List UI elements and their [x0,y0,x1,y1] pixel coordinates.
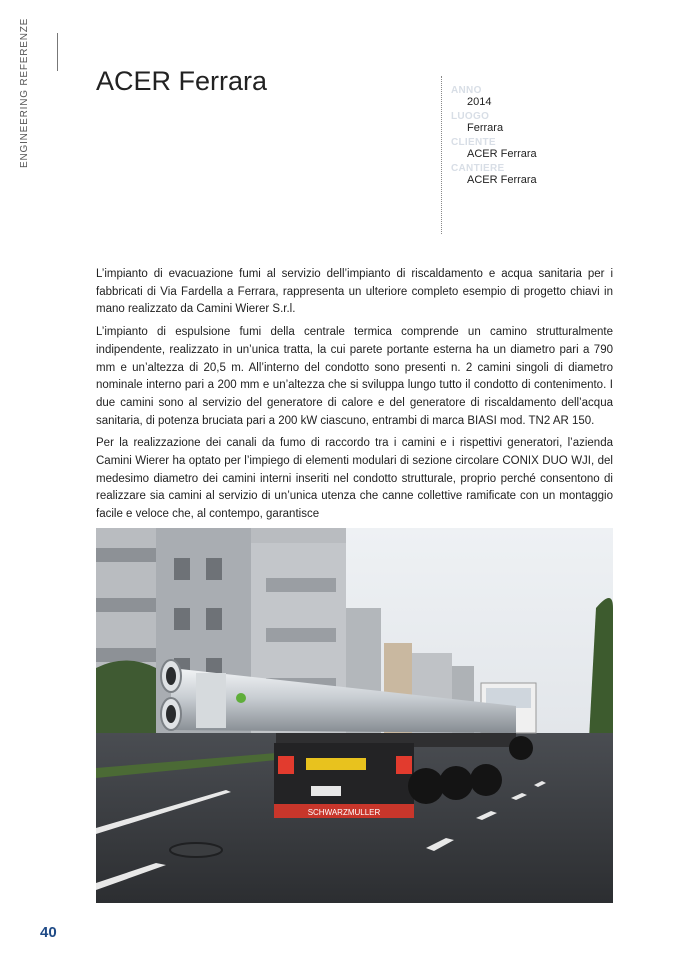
truck-marking: SCHWARZMULLER [307,808,381,817]
paragraph: Per la realizzazione dei canali da fumo di raccordo tra i camini e i rispettivi generatori, l’azienda Camini Wierer ha optato per l’impiego di elementi modulari di sezione circolare CONIX DUO WJI, del medesimo diametro dei camini interni inseriti nel condotto strutturale, proprio perché consentono di realizzare sia camini al servizio di un’unica utenza che canne collettive ramificate con un montaggio facile e veloce che, al contempo, garantisce [96,437,613,521]
page-number: 40 [40,924,57,941]
section-label: ENGINEERING REFERENZE [19,17,30,168]
page-title: ACER Ferrara [96,66,268,96]
meta-label-cliente: CLIENTE [451,137,496,148]
paragraph: L’impianto di evacuazione fumi al servizio dell’impianto di riscaldamento e acqua sanitaria per i fabbricati di Via Fardella a Ferrara, rappresenta un ulteriore completo esempio di progetto chiavi in mano realizzato da Camini Wierer S.r.l. [96,268,613,316]
meta-value-cantiere: ACER Ferrara [467,174,537,186]
meta-label-luogo: LUOGO [451,111,490,122]
meta-value-luogo: Ferrara [467,122,504,134]
section-divider [57,33,58,71]
project-meta [451,85,651,189]
paragraph: L’impianto di espulsione fumi della centrale termica comprende un camino strutturalmente indipendente, realizzato in un’unica tratta, la cui parete portante esterna ha un diametro pari a 790 mm e un’altezza di 20,5 m. All’interno del condotto sono presenti n. 2 camini singoli di diametro nominale interno pari a 200 mm e un’altezza che si sviluppa lungo tutto il condotto di contenimento. I due camini sono al servizio del generatore di calore e del generatore di riscaldamento dell’acqua sanitaria, di potenza bruciata pari a 200 kW ciascuno, entrambi di marca BIASI mod. TN2 AR 150. [96,326,613,427]
meta-value-anno: 2014 [467,96,492,108]
article-body [96,266,613,529]
manhole [170,843,222,857]
meta-value-cliente: ACER Ferrara [467,148,537,160]
project-photo [96,528,613,903]
meta-label-anno: ANNO [451,85,482,96]
meta-label-cantiere: CANTIERE [451,163,505,174]
meta-divider [441,76,442,234]
